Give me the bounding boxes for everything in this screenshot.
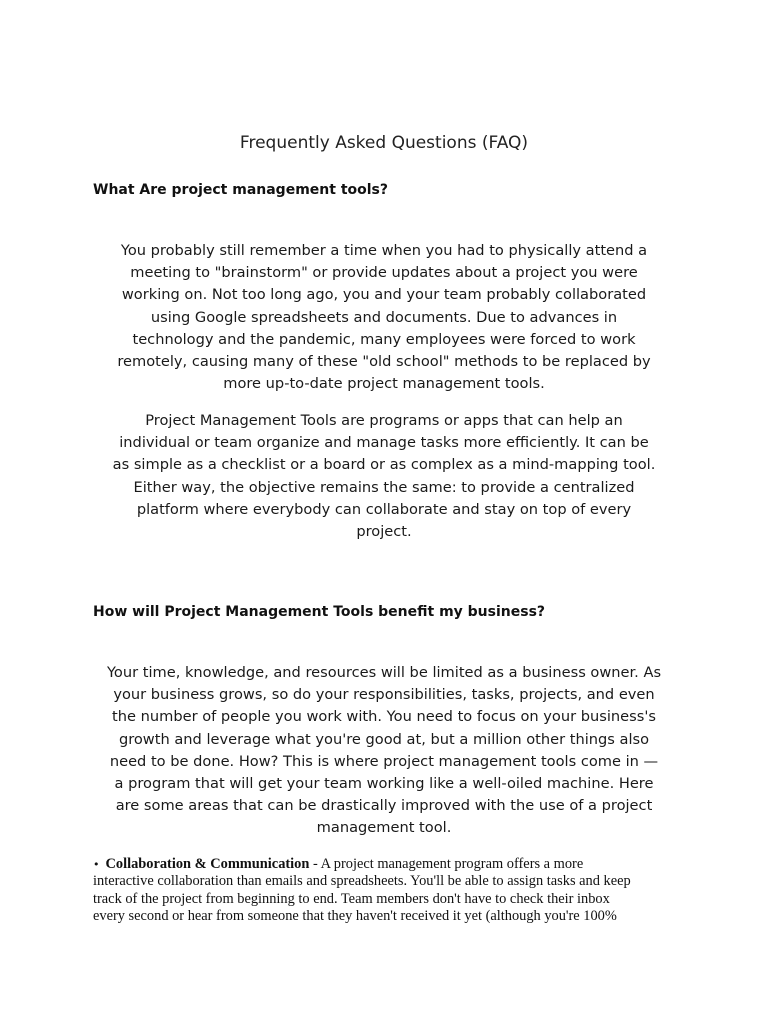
- bullet-item-collaboration: [93, 856, 693, 926]
- text-line: remotely, causing many of these "old school" methods to be replaced by: [117, 353, 651, 371]
- page-title: Frequently Asked Questions (FAQ): [239, 133, 529, 153]
- text-line: Your time, knowledge, and resources will be limited as a business owner. As: [106, 664, 662, 681]
- text-line: need to be done. How? This is where project management tools come in —: [109, 752, 659, 770]
- text-line: meeting to "brainstorm" or provide updates about a project you were: [130, 264, 638, 282]
- text-line: track of the project from beginning to end. Team members don't have to check their inbox: [93, 890, 610, 907]
- bullet-first-line: [93, 856, 693, 873]
- text-line: management tool.: [316, 819, 452, 837]
- text-line: your business grows, so do your responsibilities, tasks, projects, and even: [113, 686, 655, 704]
- text-line: project.: [356, 523, 412, 541]
- bullet-text: - A project management program offers a more: [309, 856, 584, 872]
- bullet-term: Collaboration & Communication: [105, 856, 310, 872]
- text-line: interactive collaboration than emails and spreadsheets. You'll be able to assign tasks and keep: [93, 873, 631, 890]
- text-line: working on. Not too long ago, you and your team probably collaborated: [121, 286, 647, 304]
- text-line: Project Management Tools are programs or apps that can help an: [145, 412, 623, 429]
- text-line: the number of people you work with. You need to focus on your business's: [112, 708, 656, 726]
- bullet-marker-icon: •: [93, 858, 100, 871]
- text-line: technology and the pandemic, many employees were forced to work: [132, 330, 636, 348]
- text-line: more up-to-date project management tools.: [223, 375, 545, 393]
- text-line: a program that will get your team working like a well-oiled machine. Here: [114, 775, 654, 793]
- text-line: You probably still remember a time when you had to physically attend a: [120, 242, 648, 259]
- text-line: Either way, the objective remains the same: to provide a centralized: [133, 478, 635, 496]
- text-line: individual or team organize and manage tasks more efficiently. It can be: [119, 434, 649, 452]
- text-line: every second or hear from someone that they haven't received it yet (although you're 100%: [93, 908, 617, 925]
- text-line: platform where everybody can collaborate and stay on top of every: [136, 500, 632, 518]
- text-line: growth and leverage what you're good at, but a million other things also: [118, 730, 650, 748]
- answer-1-paragraph-1: [90, 240, 678, 395]
- question-heading-2: How will Project Management Tools benefit my business?: [93, 604, 546, 620]
- answer-2-paragraph-1: [90, 662, 678, 840]
- text-line: are some areas that can be drastically improved with the use of a project: [115, 797, 653, 815]
- text-line: using Google spreadsheets and documents. Due to advances in: [150, 308, 618, 326]
- text-line: as simple as a checklist or a board or as complex as a mind-mapping tool.: [112, 456, 656, 474]
- question-heading-1: What Are project management tools?: [93, 182, 388, 198]
- answer-1-paragraph-2: [90, 410, 678, 543]
